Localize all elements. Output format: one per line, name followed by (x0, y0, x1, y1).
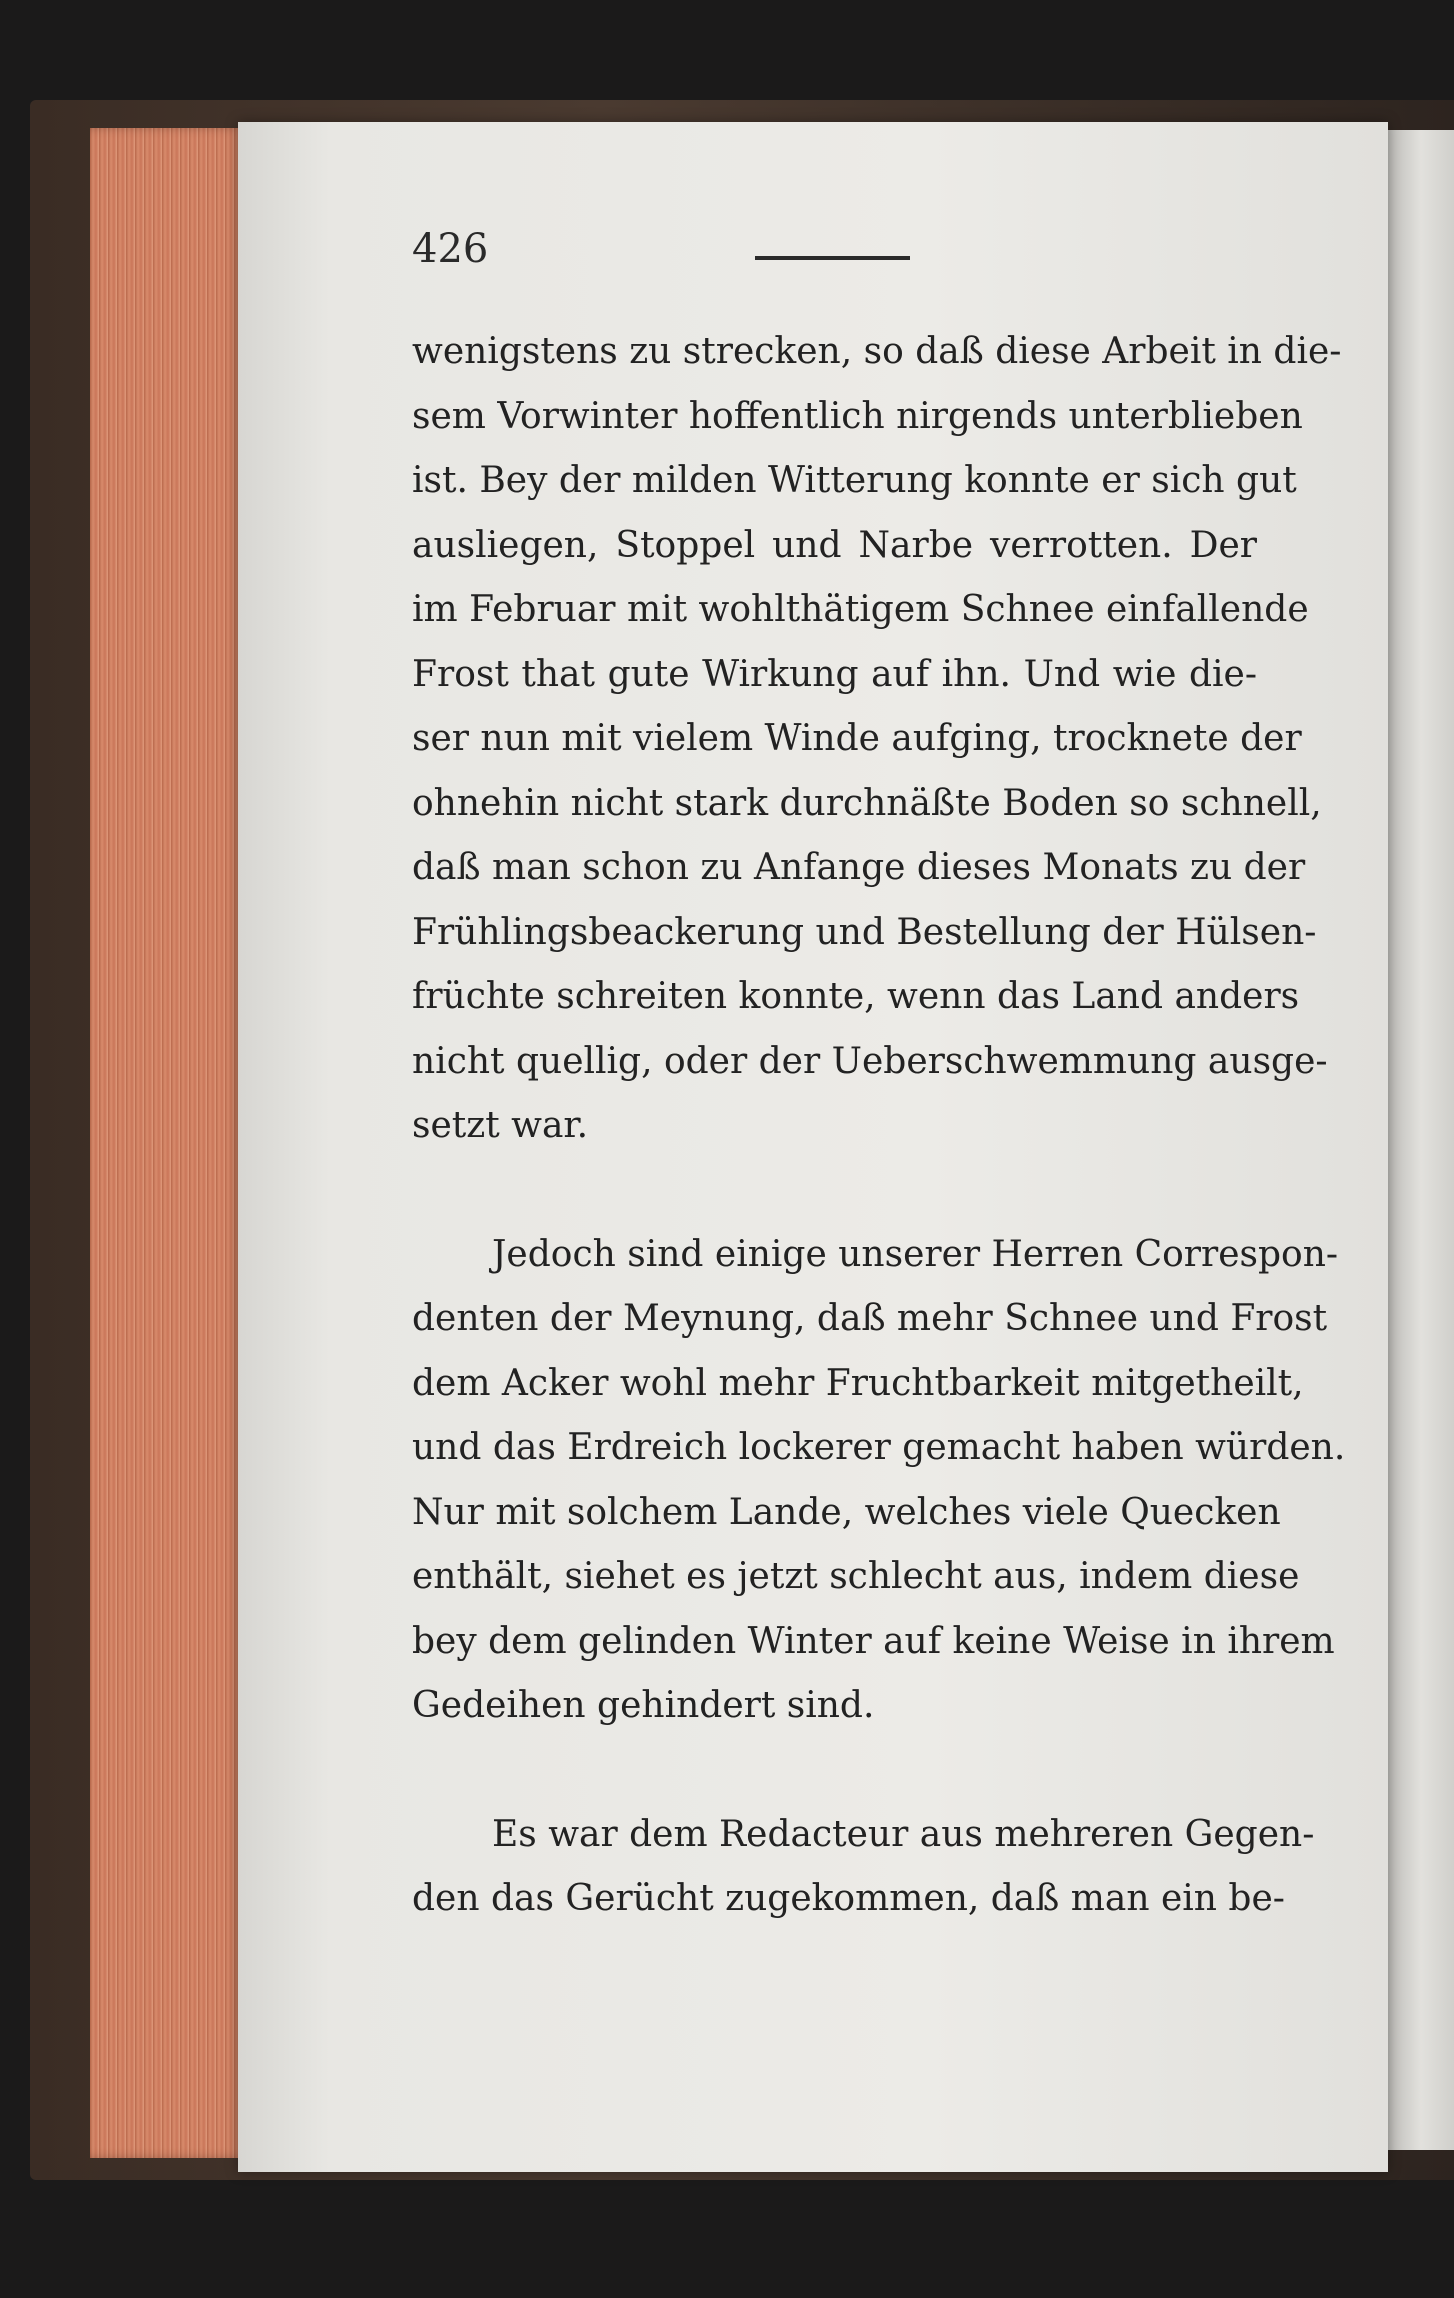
paragraph-1 (412, 320, 1342, 1159)
text-line: nicht quellig, oder der Ueberschwemmung ausge- (412, 1040, 1328, 1082)
paragraph-3 (412, 1803, 1315, 1932)
body-text (412, 320, 1346, 1932)
text-line: Gedeihen gehindert sind. (412, 1685, 875, 1726)
facing-page-edge (1388, 130, 1454, 2150)
text-line: Nur mit solchem Lande, welches viele Quecken (412, 1491, 1281, 1533)
text-line: Jedoch sind einige unserer Herren Correspon- (492, 1233, 1339, 1275)
page-number: 426 (412, 226, 489, 272)
text-line: Es war dem Redacteur aus mehreren Gegen- (492, 1813, 1315, 1855)
text-line: ohnehin nicht stark durchnäßte Boden so schnell, (412, 782, 1322, 824)
text-line: enthält, siehet es jetzt schlecht aus, indem diese (412, 1556, 1300, 1597)
paragraph-2 (412, 1223, 1346, 1739)
header-rule (755, 256, 910, 260)
text-line: dem Acker wohl mehr Fruchtbarkeit mitgetheilt, (412, 1362, 1304, 1404)
text-line: ser nun mit vielem Winde aufging, trocknete der (412, 718, 1302, 759)
text-line: im Februar mit wohlthätigem Schnee einfallende (412, 589, 1309, 630)
text-line: daß man schon zu Anfange dieses Monats zu der (412, 847, 1306, 888)
text-line: wenigstens zu strecken, so daß diese Arbeit in die- (412, 331, 1342, 372)
page-edges (90, 128, 245, 2158)
text-line: ausliegen, Stoppel und Narbe verrotten. Der (412, 524, 1257, 566)
text-line: bey dem gelinden Winter auf keine Weise in ihrem (412, 1620, 1335, 1662)
text-line: setzt war. (412, 1105, 589, 1146)
text-line: Frühlingsbeackerung und Bestellung der Hülsen- (412, 911, 1317, 953)
text-line: sem Vorwinter hoffentlich nirgends unterblieben (412, 395, 1303, 437)
text-line: denten der Meynung, daß mehr Schnee und Frost (412, 1298, 1328, 1339)
text-line: den das Gerücht zugekommen, daß man ein be- (412, 1878, 1285, 1919)
text-line: Frost that gute Wirkung auf ihn. Und wie die- (412, 653, 1257, 695)
text-line: und das Erdreich lockerer gemacht haben würden. (412, 1427, 1346, 1468)
text-line: ist. Bey der milden Witterung konnte er sich gut (412, 460, 1297, 501)
text-line: früchte schreiten konnte, wenn das Land anders (412, 976, 1300, 1017)
